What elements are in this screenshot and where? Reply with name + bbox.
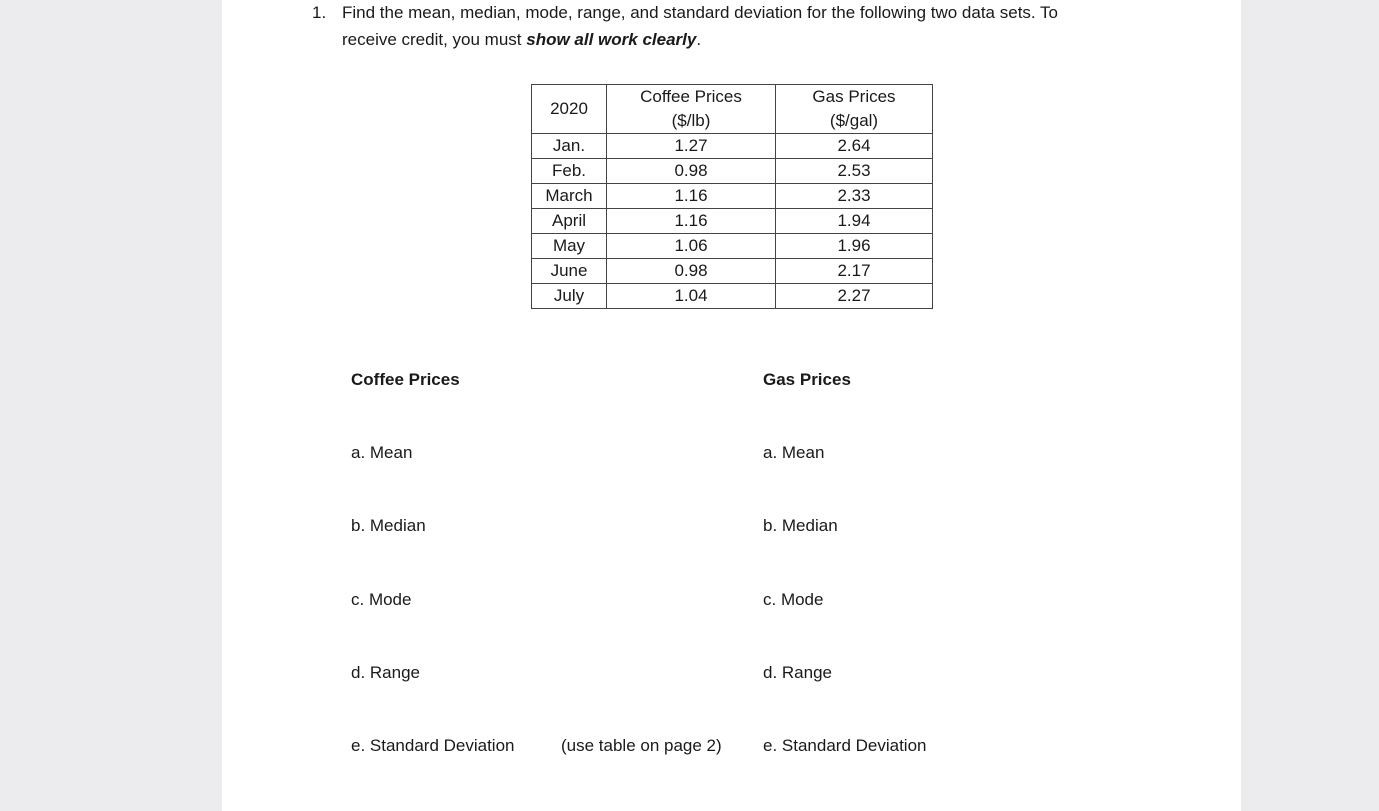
month-cell: Jan. [532,134,607,159]
month-cell: March [532,184,607,209]
gas-range-label: d. Range [763,663,832,682]
table-row [532,209,933,234]
question-line2-suffix: . [696,30,702,49]
table-row [532,234,933,259]
coffee-cell: 0.98 [607,159,776,184]
gas-std-dev-label: e. Standard Deviation [763,736,927,755]
gas-section-title: Gas Prices [763,370,851,389]
coffee-cell: 1.06 [607,234,776,259]
month-cell: May [532,234,607,259]
month-cell: July [532,284,607,309]
gas-cell: 1.94 [776,209,933,234]
gas-median-label: b. Median [763,516,838,535]
coffee-mode-label: c. Mode [351,590,412,609]
gas-mean-label: a. Mean [763,443,825,462]
coffee-std-dev-label: e. Standard Deviation [351,736,515,755]
table-row [532,184,933,209]
gas-cell: 2.27 [776,284,933,309]
coffee-cell: 1.27 [607,134,776,159]
table-row [532,134,933,159]
gas-cell: 2.33 [776,184,933,209]
table-row [532,259,933,284]
coffee-mean-label: a. Mean [351,443,413,462]
question-text-line2 [342,30,701,50]
header-gas [776,85,933,134]
gas-cell: 2.53 [776,159,933,184]
question-number: 1. [312,3,327,22]
price-table [531,84,933,309]
gas-cell: 1.96 [776,234,933,259]
coffee-cell: 1.04 [607,284,776,309]
coffee-cell: 1.16 [607,209,776,234]
table-header-row [532,85,933,134]
question-text-line1: Find the mean, median, mode, range, and standard deviation for the following two data sets. To [342,3,1059,22]
question-emphasis: show all work clearly [526,30,697,49]
std-dev-note: (use table on page 2) [561,736,722,755]
header-gas-title: Gas Prices [812,87,896,106]
question-line2-prefix: receive credit, you must [342,30,527,49]
month-cell: Feb. [532,159,607,184]
gas-cell: 2.17 [776,259,933,284]
gas-mode-label: c. Mode [763,590,824,609]
header-coffee [607,85,776,134]
header-year: 2020 [532,85,607,134]
header-coffee-title: Coffee Prices [640,87,742,106]
coffee-range-label: d. Range [351,663,420,682]
coffee-section-title: Coffee Prices [351,370,460,389]
coffee-median-label: b. Median [351,516,426,535]
header-coffee-unit: ($/lb) [671,111,711,130]
month-cell: June [532,259,607,284]
coffee-cell: 1.16 [607,184,776,209]
month-cell: April [532,209,607,234]
header-gas-unit: ($/gal) [829,111,879,130]
table-row [532,284,933,309]
coffee-cell: 0.98 [607,259,776,284]
gas-cell: 2.64 [776,134,933,159]
document-page [222,0,1241,811]
table-row [532,159,933,184]
